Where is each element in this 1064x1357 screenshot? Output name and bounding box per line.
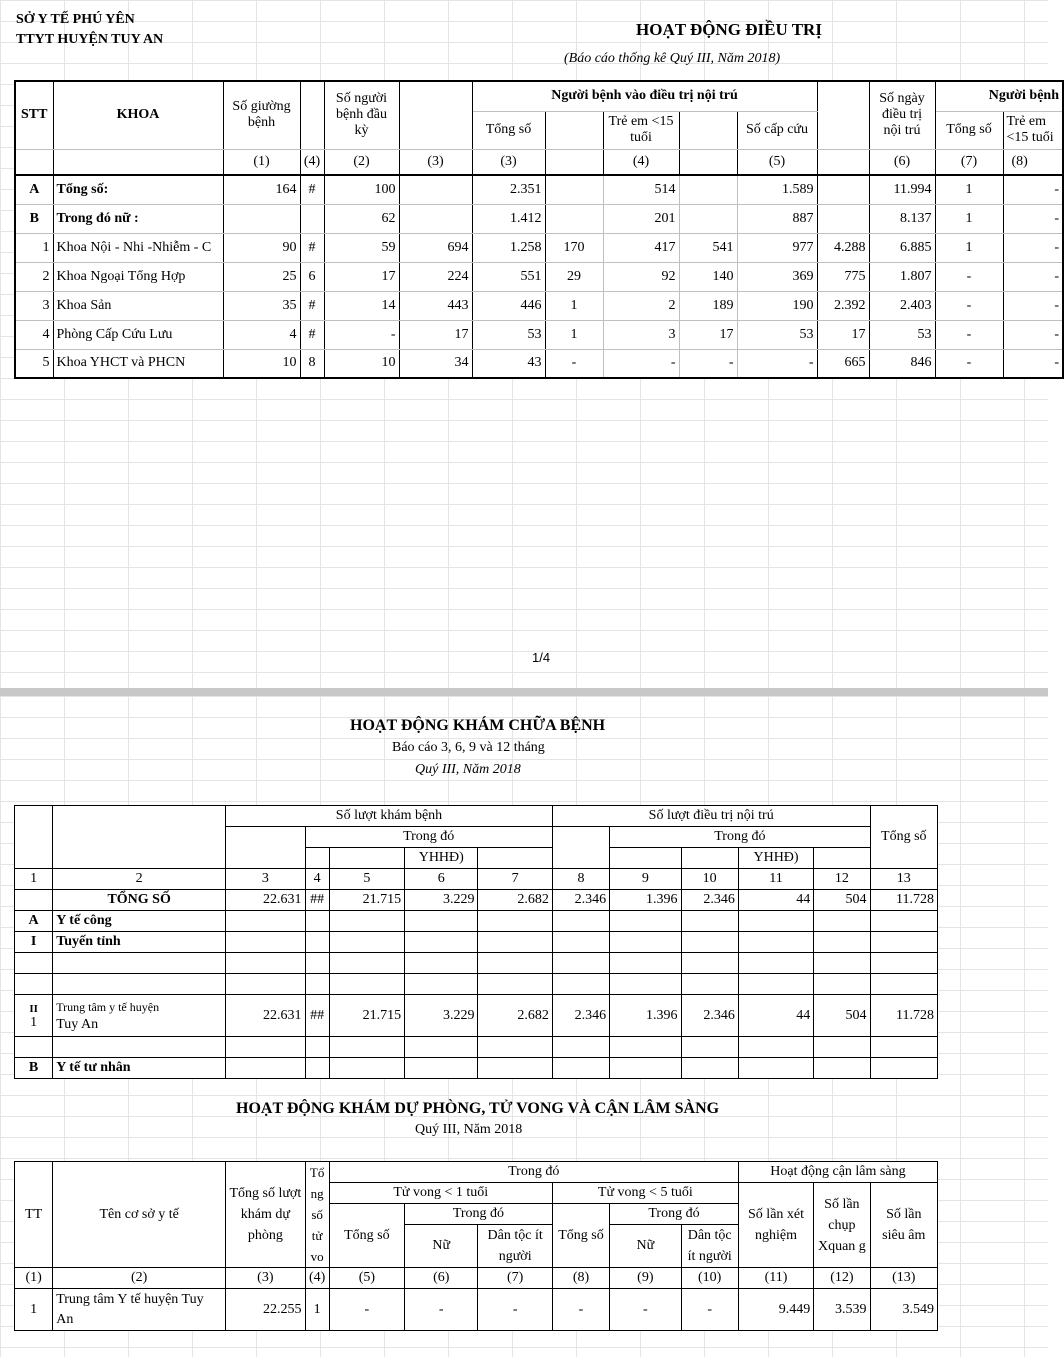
col-number: (10) [681, 1268, 738, 1289]
page-title: HOẠT ĐỘNG ĐIỀU TRỊ [636, 20, 822, 39]
header-trong-do-2: Trong đó [610, 827, 870, 848]
header-blank [817, 81, 869, 149]
row-label: Khoa Sản [53, 291, 223, 320]
table-cell: 90 [223, 233, 300, 262]
row-label: Y tế công [53, 911, 226, 932]
header-blank [679, 111, 737, 149]
table-cell: 977 [737, 233, 817, 262]
table-row [15, 175, 1063, 204]
report-page-2 [0, 696, 1048, 1357]
header-trong-do: Trong đó [329, 1162, 738, 1183]
table-cell [679, 204, 737, 233]
table-cell: 170 [545, 233, 603, 262]
table-cell: 2.346 [552, 995, 609, 1037]
table-cell: 1 [935, 233, 1003, 262]
table-cell: 140 [679, 262, 737, 291]
header-dan-toc: Dân tộc ít người [478, 1225, 552, 1268]
table-cell: 35 [223, 291, 300, 320]
table-cell: 1.396 [610, 995, 681, 1037]
kham-chua-benh-table [14, 805, 938, 1079]
col-number: (5) [329, 1268, 404, 1289]
table-cell: 53 [737, 320, 817, 349]
col-number: 2 [53, 869, 226, 890]
table-cell: - [935, 262, 1003, 291]
table-cell: - [1003, 262, 1063, 291]
col-number: 8 [552, 869, 609, 890]
table-cell: 100 [324, 175, 399, 204]
header-so-giuong: Số giường bệnh [223, 81, 300, 149]
row-label: Tuyến tỉnh [53, 932, 226, 953]
table-cell: ## [305, 995, 329, 1037]
page-separator [0, 688, 1048, 696]
header-trong-do-a: Trong đó [405, 1204, 553, 1225]
table-cell: 1 [935, 204, 1003, 233]
header-so-ngay: Số ngày điều trị nội trú [869, 81, 935, 149]
section-title-kham-chua-benh: HOẠT ĐỘNG KHÁM CHỮA BỆNH [350, 717, 606, 734]
table-cell: - [681, 1289, 738, 1331]
row-name: Trung tâm Y tế huyện Tuy An [53, 1289, 226, 1331]
table-cell: 17 [679, 320, 737, 349]
table-cell [545, 175, 603, 204]
table-cell: - [1003, 204, 1063, 233]
header-sieu-am: Số lần siêu âm [870, 1183, 937, 1268]
row-code: 3 [15, 291, 53, 320]
table-cell: 17 [399, 320, 472, 349]
table-cell: 92 [603, 262, 679, 291]
header-stt: STT [15, 81, 53, 149]
header-group-ra: Người bệnh [935, 81, 1063, 111]
table-cell: 224 [399, 262, 472, 291]
table-cell: 551 [472, 262, 545, 291]
col-number: 12 [814, 869, 870, 890]
table-cell: 2.351 [472, 175, 545, 204]
table-cell [223, 204, 300, 233]
section-subtitle-quarter: Quý III, Năm 2018 [415, 762, 521, 777]
table-cell: 1.258 [472, 233, 545, 262]
table-cell: 29 [545, 262, 603, 291]
table-cell: # [300, 233, 324, 262]
table-cell: 11.728 [870, 890, 937, 911]
row-code: 5 [15, 349, 53, 378]
table-cell: ## [305, 890, 329, 911]
header-khoa: KHOA [53, 81, 223, 149]
col-number: 10 [681, 869, 738, 890]
row-code: A [15, 175, 53, 204]
table-cell: 665 [817, 349, 869, 378]
col-number: (3) [472, 149, 545, 175]
row-label: Tổng số: [53, 175, 223, 204]
header-tong-luot: Tổng số lượt khám dự phòng [226, 1162, 305, 1268]
table-cell: - [1003, 349, 1063, 378]
row-code: B [15, 1058, 53, 1079]
table-cell [399, 175, 472, 204]
col-number: (4) [603, 149, 679, 175]
row-label-top: Trung tâm y tế huyện [56, 999, 160, 1014]
table-cell: 1 [545, 291, 603, 320]
page-number: 1/4 [532, 650, 551, 665]
table-cell: 3.549 [870, 1289, 937, 1331]
col-number: (7) [478, 1268, 552, 1289]
table-cell: 504 [814, 995, 870, 1037]
org-line-1: SỞ Y TẾ PHÚ YÊN [16, 12, 135, 27]
col-number: (9) [610, 1268, 681, 1289]
table-cell: 541 [679, 233, 737, 262]
header-tong-so: Tổng số [472, 111, 545, 149]
col-number: 11 [738, 869, 813, 890]
table-cell: 775 [817, 262, 869, 291]
du-phong-table [14, 1161, 938, 1331]
table-cell: 3.539 [814, 1289, 870, 1331]
table-cell: 1.807 [869, 262, 935, 291]
table-cell: 11.994 [869, 175, 935, 204]
table-cell: - [1003, 233, 1063, 262]
col-number: (6) [405, 1268, 478, 1289]
table-cell: 2 [603, 291, 679, 320]
header-blank [300, 81, 324, 149]
col-number: 9 [610, 869, 681, 890]
col-number: (1) [15, 1268, 53, 1289]
table-cell: 369 [737, 262, 817, 291]
table-cell: 190 [737, 291, 817, 320]
header-tong-so-2: Tổng số [935, 111, 1003, 149]
row-label: Khoa YHCT và PHCN [53, 349, 223, 378]
col-number: (4) [305, 1268, 329, 1289]
col-number: 1 [15, 869, 53, 890]
table-cell: 3 [603, 320, 679, 349]
table-cell: 514 [603, 175, 679, 204]
table-cell: - [1003, 320, 1063, 349]
col-number: (4) [300, 149, 324, 175]
col-number: 7 [478, 869, 552, 890]
table-cell: 44 [738, 995, 813, 1037]
table-cell: 417 [603, 233, 679, 262]
row-code: 1 [15, 1289, 53, 1331]
table-cell: 1 [305, 1289, 329, 1331]
table-cell: 504 [814, 890, 870, 911]
header-group-vao: Người bệnh vào điều trị nội trú [472, 81, 817, 111]
table-cell [817, 204, 869, 233]
header-tong-so-tu-vong: Tổ ng số tử vo [305, 1162, 329, 1268]
row-code: 1 [15, 233, 53, 262]
table-cell: 8 [300, 349, 324, 378]
table-cell [399, 204, 472, 233]
col-number: 13 [870, 869, 937, 890]
table-cell: - [405, 1289, 478, 1331]
table-cell: 443 [399, 291, 472, 320]
table-cell [300, 204, 324, 233]
col-number: (8) [1003, 149, 1063, 175]
col-number: (3) [399, 149, 472, 175]
table-cell: 10 [324, 349, 399, 378]
table-cell: 201 [603, 204, 679, 233]
table-cell: 2.392 [817, 291, 869, 320]
table-cell: 694 [399, 233, 472, 262]
table-cell: - [324, 320, 399, 349]
row-label: Khoa Nội - Nhi -Nhiễm - C [53, 233, 223, 262]
col-number: (1) [223, 149, 300, 175]
header-dan-toc-b: Dân tộc ít người [681, 1225, 738, 1268]
header-yhhd-2: YHHĐ) [738, 848, 813, 869]
table-cell: 53 [472, 320, 545, 349]
table-cell: - [610, 1289, 681, 1331]
table-cell: 3.229 [405, 890, 478, 911]
row-label: Phòng Cấp Cứu Lưu [53, 320, 223, 349]
table-cell: 22.631 [226, 995, 305, 1037]
table-cell: 22.255 [226, 1289, 305, 1331]
row-label: Trong đó nữ : [53, 204, 223, 233]
table-cell: 22.631 [226, 890, 305, 911]
table-cell: 2.346 [552, 890, 609, 911]
treatment-table [14, 80, 1064, 379]
table-cell: 887 [737, 204, 817, 233]
col-number: (2) [324, 149, 399, 175]
row-code-ii: II [29, 1002, 38, 1015]
table-cell: 4 [223, 320, 300, 349]
table-cell: 3.229 [405, 995, 478, 1037]
section-title-du-phong: HOẠT ĐỘNG KHÁM DỰ PHÒNG, TỬ VONG VÀ CẬN LÂM SÀNG [236, 1100, 720, 1117]
table-cell: - [329, 1289, 404, 1331]
table-row [15, 204, 1063, 233]
table-cell: 10 [223, 349, 300, 378]
header-cap-cuu: Số cấp cứu [737, 111, 817, 149]
table-cell: 1.412 [472, 204, 545, 233]
col-number: (8) [552, 1268, 609, 1289]
header-trong-do-b: Trong đó [610, 1204, 739, 1225]
header-tong-so: Tổng số [870, 806, 937, 869]
table-row [15, 262, 1063, 291]
table-row [15, 291, 1063, 320]
header-blank [545, 111, 603, 149]
col-number: (2) [53, 1268, 226, 1289]
table-cell: - [1003, 175, 1063, 204]
header-can-lam-sang: Hoạt động cận lâm sàng [738, 1162, 937, 1183]
header-luot-kham: Số lượt khám bệnh [226, 806, 553, 827]
table-cell: 21.715 [329, 995, 404, 1037]
table-cell: 6 [300, 262, 324, 291]
table-cell: - [935, 349, 1003, 378]
header-xquang: Số lần chụp Xquan g [814, 1183, 870, 1268]
table-cell: 4.288 [817, 233, 869, 262]
table-cell: # [300, 320, 324, 349]
table-cell: 53 [869, 320, 935, 349]
table-cell: 1.396 [610, 890, 681, 911]
header-tt: TT [15, 1162, 53, 1268]
row-label: Khoa Ngoại Tổng Hợp [53, 262, 223, 291]
col-number: 5 [329, 869, 404, 890]
table-cell: - [552, 1289, 609, 1331]
table-cell: - [545, 349, 603, 378]
header-blank [399, 81, 472, 149]
row-code: A [15, 911, 53, 932]
table-cell: 1 [935, 175, 1003, 204]
col-number: 6 [405, 869, 478, 890]
header-yhhd: YHHĐ) [405, 848, 478, 869]
row-code: 2 [15, 262, 53, 291]
table-cell: 59 [324, 233, 399, 262]
table-cell [679, 175, 737, 204]
row-code: 4 [15, 320, 53, 349]
header-tong-so-b: Tổng số [552, 1204, 609, 1268]
table-cell: 44 [738, 890, 813, 911]
table-cell: 17 [817, 320, 869, 349]
table-cell: # [300, 175, 324, 204]
section-subtitle: Báo cáo 3, 6, 9 và 12 tháng [392, 740, 545, 755]
table-cell: 43 [472, 349, 545, 378]
header-luot-dieu-tri: Số lượt điều trị nội trú [552, 806, 870, 827]
table-cell: 446 [472, 291, 545, 320]
col-number: (12) [814, 1268, 870, 1289]
table-cell: 189 [679, 291, 737, 320]
header-dau-ky: Số người bệnh đầu kỳ [324, 81, 399, 149]
row-code: B [15, 204, 53, 233]
header-tu-vong-5: Tử vong < 5 tuổi [552, 1183, 738, 1204]
header-ten-co-so: Tên cơ sở y tế [53, 1162, 226, 1268]
table-cell: 6.885 [869, 233, 935, 262]
header-nu: Nữ [405, 1225, 478, 1268]
table-cell: 846 [869, 349, 935, 378]
table-cell: 25 [223, 262, 300, 291]
row-code: 1 [30, 1014, 38, 1030]
table-cell: 2.346 [681, 890, 738, 911]
header-trong-do: Trong đó [305, 827, 552, 848]
org-line-2: TTYT HUYỆN TUY AN [16, 32, 164, 47]
table-cell [817, 175, 869, 204]
total-label: TỔNG SỐ [53, 890, 226, 911]
table-row [15, 233, 1063, 262]
table-row [15, 320, 1063, 349]
table-cell: 2.346 [681, 995, 738, 1037]
row-label: Y tế tư nhân [53, 1058, 226, 1079]
table-cell: - [478, 1289, 552, 1331]
row-label: Tuy An [56, 1016, 99, 1032]
col-number: (11) [738, 1268, 813, 1289]
table-cell: 1 [545, 320, 603, 349]
table-cell: 11.728 [870, 995, 937, 1037]
table-cell: # [300, 291, 324, 320]
table-cell: 2.682 [478, 995, 552, 1037]
col-number: 4 [305, 869, 329, 890]
table-cell: 9.449 [738, 1289, 813, 1331]
col-number: (13) [870, 1268, 937, 1289]
header-tong-so-a: Tổng số [329, 1204, 404, 1268]
header-nu-b: Nữ [610, 1225, 681, 1268]
table-cell: 34 [399, 349, 472, 378]
header-xet-nghiem: Số lần xét nghiệm [738, 1183, 813, 1268]
table-cell: 21.715 [329, 890, 404, 911]
table-cell: - [935, 320, 1003, 349]
table-cell: 164 [223, 175, 300, 204]
header-tre-em-2: Trẻ em <15 tuổi [1003, 111, 1063, 149]
page-subtitle: (Báo cáo thống kê Quý III, Năm 2018) [564, 51, 781, 66]
table-cell: 17 [324, 262, 399, 291]
table-cell: - [603, 349, 679, 378]
table-cell: - [935, 291, 1003, 320]
table-cell: 8.137 [869, 204, 935, 233]
table-cell: - [679, 349, 737, 378]
col-number: (6) [869, 149, 935, 175]
table-cell: 14 [324, 291, 399, 320]
table-cell: 1.589 [737, 175, 817, 204]
table-cell: 62 [324, 204, 399, 233]
header-tre-em: Trẻ em <15 tuổi [603, 111, 679, 149]
col-number: (7) [935, 149, 1003, 175]
header-tu-vong-1: Tử vong < 1 tuổi [329, 1183, 552, 1204]
table-cell: 2.403 [869, 291, 935, 320]
table-cell: - [737, 349, 817, 378]
table-cell: - [1003, 291, 1063, 320]
row-code: I [15, 932, 53, 953]
table-cell [545, 204, 603, 233]
col-number: (3) [226, 1268, 305, 1289]
table-row [15, 349, 1063, 378]
col-number: (5) [737, 149, 817, 175]
table-cell: 2.682 [478, 890, 552, 911]
section-subtitle-quarter-2: Quý III, Năm 2018 [415, 1122, 523, 1137]
col-number: 3 [226, 869, 305, 890]
